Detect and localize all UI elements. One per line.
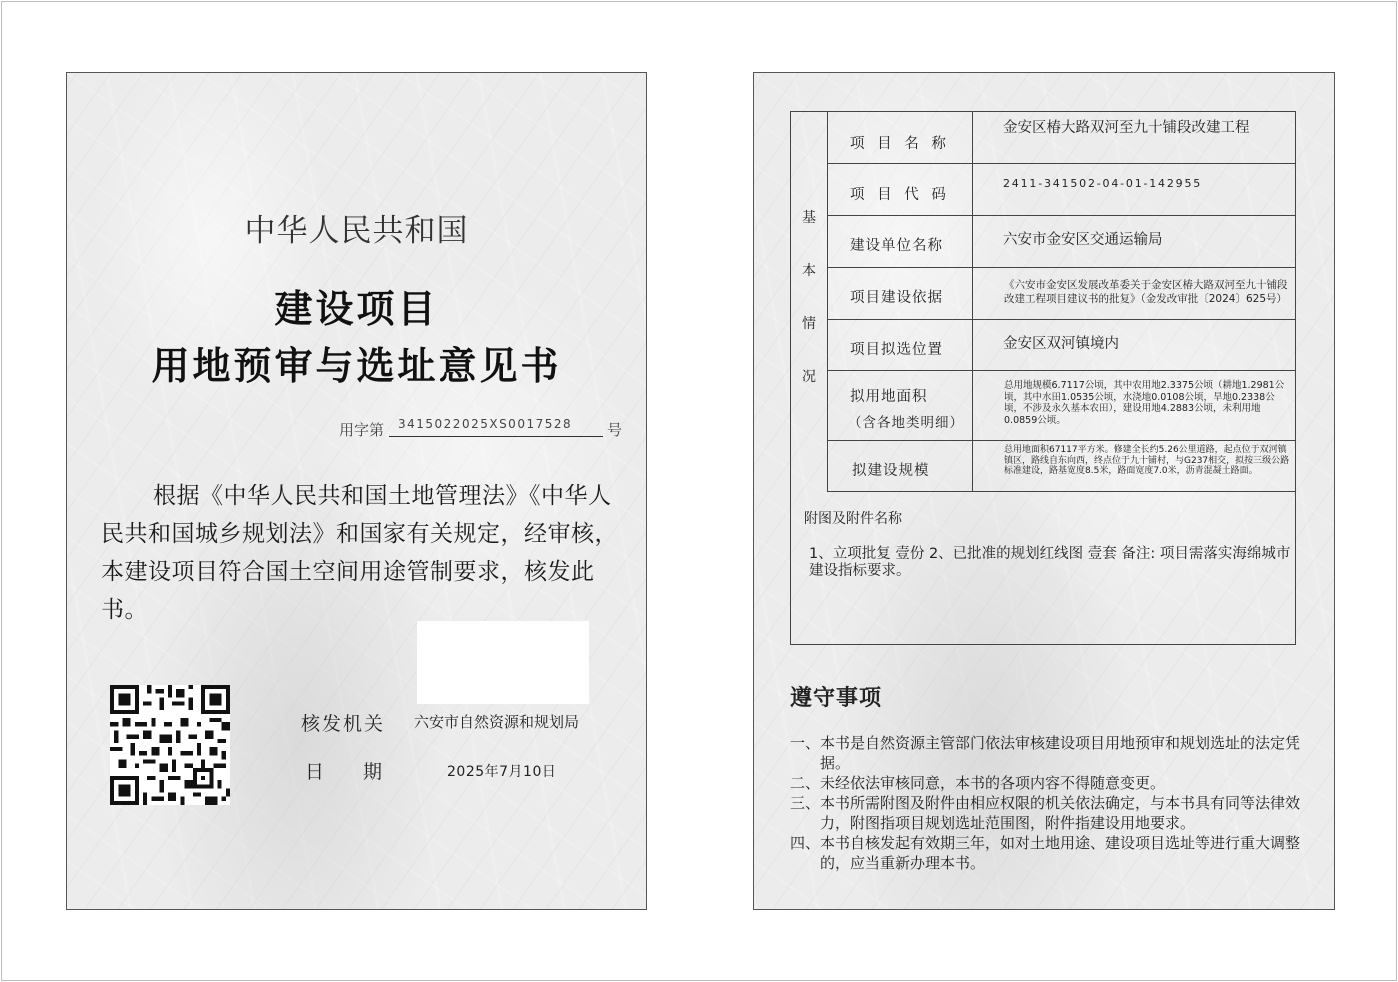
row-label-construction-unit	[828, 216, 973, 268]
value-text: 《六安市金安区发展改革委关于金安区椿大路双河至九十铺段改建工程项目建议书的批复》（金发改审批〔2024〕625号）	[1004, 279, 1288, 305]
issuer-label: 核发机关	[301, 713, 386, 735]
rule-item	[790, 833, 1310, 873]
row-value-construction-unit	[973, 216, 1295, 268]
certificate-front-page	[66, 72, 647, 910]
section-label-char: 况	[802, 369, 816, 385]
qr-code-icon	[109, 685, 231, 805]
label-text: 项目拟选位置	[850, 342, 943, 358]
value-text: 金安区双河镇境内	[1003, 336, 1119, 352]
row-value-land-area	[973, 371, 1295, 441]
label-text: 项 目 名 称	[850, 136, 950, 152]
row-label-construction-scale	[828, 441, 973, 492]
rule-number: 二、	[790, 774, 821, 792]
title-line-1: 建设项目	[274, 287, 439, 331]
label-text: 项目建设依据	[850, 290, 943, 306]
value-text: 总用地规模6.7117公顷，其中农用地2.3375公顷（耕地1.2981公顷，其中水田1.0535公顷，水浇地0.0108公顷，旱地0.2338公顷，不涉及永久基本农田），建设用地4.2883公顷，未利用地0.0859公顷。	[1004, 380, 1285, 426]
title-line-2: 用地预审与选址意见书	[151, 344, 562, 388]
rule-number: 一、	[790, 734, 821, 752]
certificate-number-row	[339, 417, 639, 439]
rules-title: 遵守事项	[790, 686, 883, 711]
country-name: 中华人民共和国	[244, 213, 469, 249]
value-text: 金安区椿大路双河至九十铺段改建工程	[1003, 120, 1250, 136]
basic-info-table	[790, 111, 1296, 645]
row-value-location	[973, 320, 1295, 371]
certificate-number: 3415022025XS0017528	[389, 417, 603, 437]
row-label-land-area	[828, 371, 973, 441]
rule-item	[790, 733, 1310, 773]
label-text: 拟用地面积	[850, 389, 928, 405]
section-label-char: 情	[802, 316, 816, 332]
issue-date: 2025年7月10日	[447, 764, 557, 780]
certificate-number-prefix: 用字第	[339, 421, 385, 439]
row-value-construction-scale	[973, 441, 1295, 492]
row-value-project-code	[973, 164, 1295, 216]
attachments-title: 附图及附件名称	[804, 511, 902, 527]
row-label-project-code	[828, 164, 973, 216]
label-text: 拟建设规模	[852, 463, 930, 479]
row-value-project-basis	[973, 268, 1295, 320]
row-label-project-basis	[828, 268, 973, 320]
rule-number: 三、	[790, 794, 821, 812]
rules-list	[790, 733, 1310, 873]
value-text: 2411-341502-04-01-142955	[1003, 177, 1203, 190]
section-label-char: 基	[802, 210, 816, 226]
row-label-project-name	[828, 112, 973, 164]
rule-item	[790, 793, 1310, 833]
date-label-char-1: 日	[305, 761, 325, 783]
label-text: 项 目 代 码	[850, 187, 950, 203]
section-label-basic-info	[791, 112, 828, 492]
date-label-char-2: 期	[363, 761, 383, 783]
issuer-value: 六安市自然资源和规划局	[414, 713, 580, 731]
certificate-body-text: 根据《中华人民共和国土地管理法》《中华人民共和国城乡规划法》和国家有关规定，经审核，本建设项目符合国土空间用途管制要求，核发此书。	[101, 483, 618, 623]
rule-text: 未经依法审核同意，本书的各项内容不得随意变更。	[820, 774, 1166, 792]
rule-item	[790, 773, 1310, 793]
rule-text: 本书自核发起有效期三年，如对土地用途、建设项目选址等进行重大调整的，应当重新办理本书。	[820, 834, 1301, 872]
label-subtext: （含各地类明细）	[848, 415, 964, 431]
rule-text: 本书是自然资源主管部门依法审核建设项目用地预审和规划选址的法定凭据。	[820, 734, 1301, 772]
label-text: 建设单位名称	[850, 238, 943, 254]
attachments-list: 1、立项批复 壹份 2、已批准的规划红线图 壹套 备注: 项目需落实海绵城市建设指标要求。	[809, 546, 1291, 579]
row-value-project-name	[973, 112, 1295, 164]
rule-number: 四、	[790, 834, 821, 852]
value-text: 总用地面积67117平方米。修建全长约5.26公里道路，起点位于双河镇镇区，路线自东向西，终点位于九十铺村，与G237相交，拟按三级公路标准建设，路基宽度8.5米，路面宽度7.0米，沥青混凝土路面。	[1004, 445, 1290, 476]
value-text: 六安市金安区交通运输局	[1003, 232, 1163, 248]
seal-area	[417, 621, 589, 704]
certificate-number-suffix: 号	[607, 421, 623, 439]
row-label-location	[828, 320, 973, 371]
section-label-char: 本	[802, 263, 816, 279]
certificate-back-page	[753, 72, 1335, 910]
rule-text: 本书所需附图及附件由相应权限的机关依法确定，与本书具有同等法律效力，附图指项目规划选址范围图，附件指建设用地要求。	[820, 794, 1301, 832]
